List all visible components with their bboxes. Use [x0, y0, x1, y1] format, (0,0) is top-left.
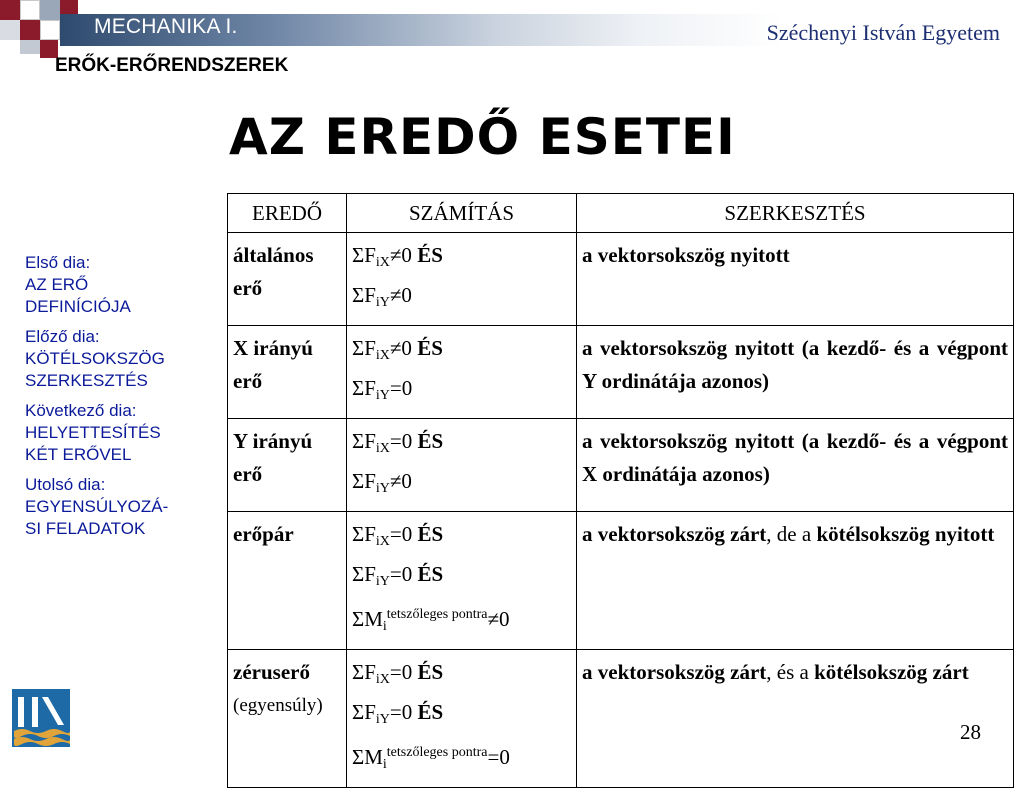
case-name-cell: általános erő [228, 233, 347, 326]
decor-square [20, 20, 40, 40]
university-name: Széchenyi István Egyetem [766, 20, 1000, 45]
calculation-cell: $\Sigma F_{iX}=0$ ÉS $\Sigma F_{iY}=0$ ÉS $\Sigma M_i^{tetszőleges pontra}\ne 0$ [347, 512, 577, 650]
university-logo [12, 689, 70, 747]
case-name-cell: Y irányú erő [228, 419, 347, 512]
column-header: SZERKESZTÉS [577, 194, 1014, 233]
construction-cell: a vektorsokszög zárt, de a kötélsokszög nyitott [577, 512, 1014, 650]
table-row [228, 233, 1014, 326]
nav-next-slide-link[interactable]: Következő dia: HELYETTESÍTÉS KÉT ERŐVEL [25, 401, 161, 464]
calculation-cell: $\Sigma F_{iX}\ne 0$ ÉS $\Sigma F_{iY}\ne 0$ [347, 233, 577, 326]
sidebar-nav [25, 252, 225, 548]
page-title: AZ EREDŐ ESETEI [229, 108, 736, 166]
construction-cell: a vektorsokszög nyitott (a kezdő- és a végpont X ordinátája azonos) [577, 419, 1014, 512]
nav-first-slide-link[interactable]: Első dia: AZ ERŐ DEFINÍCIÓJA [25, 253, 131, 316]
decor-square [40, 0, 60, 20]
calculation-cell: $\Sigma F_{iX}=0$ ÉS $\Sigma F_{iY}=0$ ÉS $\Sigma M_i^{tetszőleges pontra}=0$ [347, 650, 577, 788]
column-header: SZÁMÍTÁS [347, 194, 577, 233]
calculation-cell: $\Sigma F_{iX}=0$ ÉS $\Sigma F_{iY}\ne 0$ [347, 419, 577, 512]
section-title: ERŐK-ERŐRENDSZEREK [55, 55, 289, 76]
case-name-cell: erőpár [228, 512, 347, 650]
resultant-cases-table [227, 193, 1014, 788]
column-header: EREDŐ [228, 194, 347, 233]
decor-square [20, 40, 40, 54]
table-row [228, 512, 1014, 650]
decor-square [60, 0, 78, 14]
decor-square [40, 20, 60, 40]
course-title: MECHANIKA I. [94, 15, 238, 38]
decor-square [0, 0, 20, 20]
construction-cell: a vektorsokszög zárt, és a kötélsokszög zárt [577, 650, 1014, 788]
case-name-cell: X irányú erő [228, 326, 347, 419]
nav-last-slide-link[interactable]: Utolsó dia: EGYENSÚLYOZÁ- SI FELADATOK [25, 475, 169, 538]
case-name-cell: zéruserő (egyensúly) [228, 650, 347, 788]
decor-square [0, 20, 20, 40]
decor-square [20, 0, 40, 20]
logo-icon [12, 689, 70, 747]
table-row [228, 326, 1014, 419]
construction-cell: a vektorsokszög nyitott [577, 233, 1014, 326]
table-row [228, 650, 1014, 788]
page-number: 28 [960, 720, 981, 744]
table-row [228, 419, 1014, 512]
construction-cell: a vektorsokszög nyitott (a kezdő- és a végpont Y ordinátája azonos) [577, 326, 1014, 419]
table-header-row [228, 194, 1014, 233]
calculation-cell: $\Sigma F_{iX}\ne 0$ ÉS $\Sigma F_{iY}=0$ [347, 326, 577, 419]
nav-previous-slide-link[interactable]: Előző dia: KÖTÉLSOKSZÖG SZERKESZTÉS [25, 327, 165, 390]
